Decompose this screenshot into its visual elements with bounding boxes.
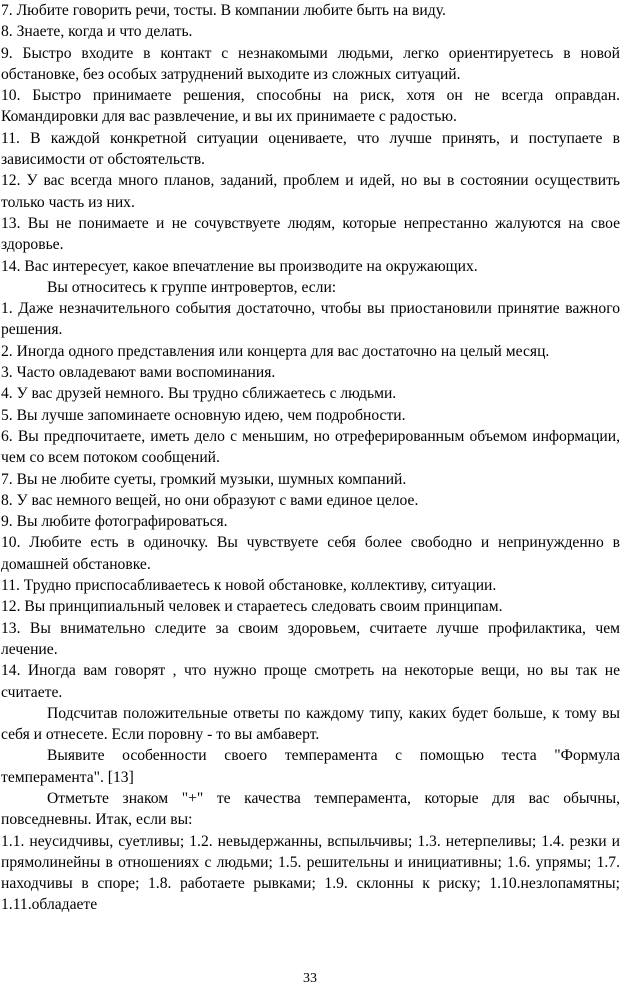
introvert-item-10: 10. Любите есть в одиночку. Вы чувствуете себя более свободно и непринужденно в домашней обстановке. xyxy=(1,534,620,573)
extrovert-item-10: 10. Быстро принимаете решения, способны на риск, хотя он не всегда оправдан. Командировки для вас развлечение, и вы их принимаете с радостью. xyxy=(1,87,620,126)
introvert-item-12: 12. Вы принципиальный человек и стараетесь следовать своим принципам. xyxy=(1,598,503,616)
introvert-item-4: 4. У вас друзей немного. Вы трудно сближаетесь с людьми. xyxy=(1,385,397,403)
extrovert-item-9: 9. Быстро входите в контакт с незнакомыми людьми, легко ориентируетесь в новой обстановке, без особых затруднений выходите из сложных ситуаций. xyxy=(1,44,620,83)
introvert-item-2: 2. Иногда одного представления или концерта для вас достаточно на целый месяц. xyxy=(1,342,550,360)
extrovert-item-8: 8. Знаете, когда и что делать. xyxy=(1,23,193,41)
introvert-item-1: 1. Даже незначительного события достаточно, чтобы вы приостановили принятие важного решения. xyxy=(1,300,620,339)
introvert-item-6: 6. Вы предпочитаете, иметь дело с меньшим, но отреферированным объемом информации, чем со всем потоком сообщений. xyxy=(1,427,620,467)
introvert-heading: Вы относитесь к группе интровертов, если: xyxy=(47,278,337,296)
introvert-item-9: 9. Вы любите фотографироваться. xyxy=(1,513,228,531)
introvert-item-8: 8. У вас немного вещей, но они образуют с вами единое целое. xyxy=(1,491,419,509)
extrovert-item-11: 11. В каждой конкретной ситуации оцениваете, что лучше принять, и поступаете в зависимости от обстоятельств. xyxy=(1,129,620,169)
summary-paragraph: Подсчитав положительные ответы по каждому типу, каких будет больше, к тому вы себя и отнесете. Если поровну - то вы амбаверт. xyxy=(1,704,620,744)
qualities-list-paragraph: 1.1. неусидчивы, суетливы; 1.2. невыдержанны, вспыльчивы; 1.3. нетерпеливы; 1.4. резки и прямолинейны в отношениях с людьми; 1.5. решительны и инициативны; 1.6. упрямы; 1.7. находчивы в споре; 1.8. работаете рывками; 1.9. склонны к риску; 1.10.незлопамятны; 1.11.обладаете xyxy=(1,832,620,914)
introvert-item-14: 14. Иногда вам говорят , что нужно проще смотреть на некоторые вещи, но вы так не считаете. xyxy=(1,662,620,701)
introvert-item-5: 5. Вы лучше запоминаете основную идею, чем подробности. xyxy=(1,406,406,424)
extrovert-item-12: 12. У вас всегда много планов, заданий, проблем и идей, но вы в состоянии осуществить только часть из них. xyxy=(1,172,620,211)
instruction-paragraph: Отметьте знаком "+" те качества темперамента, которые для вас обычны, повседневны. Итак, если вы: xyxy=(1,789,620,829)
extrovert-item-13: 13. Вы не понимаете и не сочувствуете людям, которые непрестанно жалуются на свое здоровье. xyxy=(1,214,620,254)
introvert-item-11: 11. Трудно приспосабливаетесь к новой обстановке, коллективу, ситуации. xyxy=(1,577,497,595)
introvert-item-7: 7. Вы не любите суеты, громкий музыки, шумных компаний. xyxy=(1,470,407,488)
introvert-item-13: 13. Вы внимательно следите за своим здоровьем, считаете лучше профилактика, чем лечение. xyxy=(1,619,620,658)
body-text xyxy=(1,0,620,916)
extrovert-item-14: 14. Вас интересует, какое впечатление вы производите на окружающих. xyxy=(1,257,478,275)
page-number: 33 xyxy=(303,971,317,986)
formula-intro-paragraph: Выявите особенности своего темперамента с помощью теста "Формула темперамента". [13] xyxy=(1,747,620,786)
introvert-item-3: 3. Часто овладевают вами воспоминания. xyxy=(1,364,276,382)
extrovert-item-7: 7. Любите говорить речи, тосты. В компании любите быть на виду. xyxy=(1,2,446,19)
